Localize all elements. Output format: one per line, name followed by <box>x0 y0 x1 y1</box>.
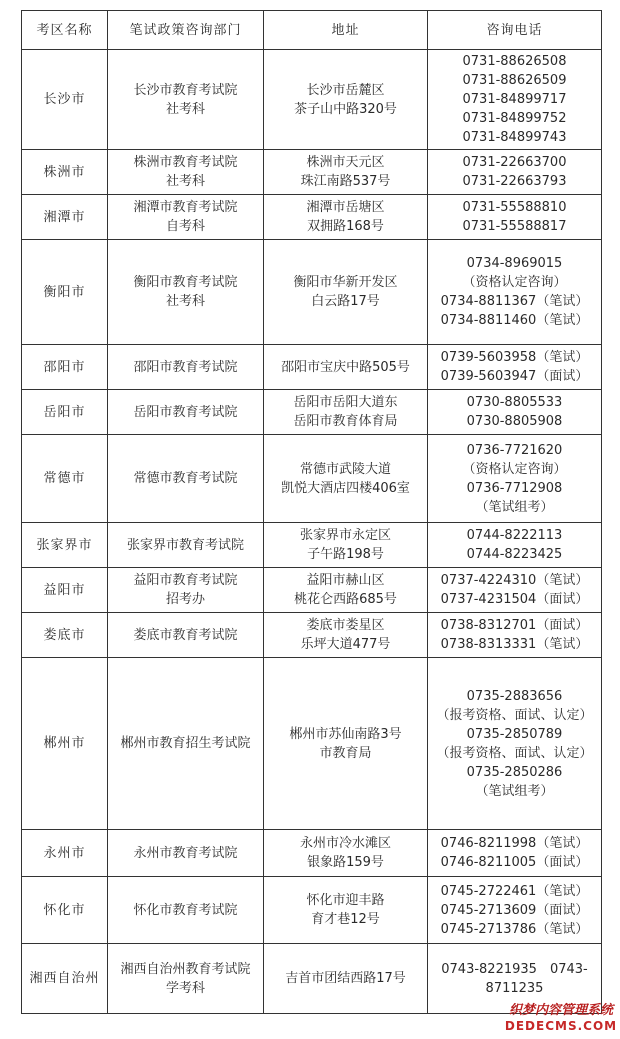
phone-line: 0743-8221935 0743-8711235 <box>441 961 588 996</box>
address-line: 双拥路168号 <box>307 219 384 234</box>
department-line: 岳阳市教育考试院 <box>133 404 238 420</box>
address-line: 白云路17号 <box>311 294 380 309</box>
department-cell <box>108 830 264 877</box>
phone-line: 0731-22663700 <box>462 155 567 170</box>
phone-line: 0731-84899743 <box>462 130 567 145</box>
phone-cell <box>428 390 602 435</box>
address-line: 茶子山中路320号 <box>294 101 397 117</box>
region-cell: 永州市 <box>22 830 108 877</box>
phone-line: 0745-2713786（笔试） <box>440 921 589 937</box>
address-line: 桃花仑西路685号 <box>294 592 397 607</box>
region-cell: 娄底市 <box>22 613 108 658</box>
address-line: 张家界市永定区 <box>299 528 391 543</box>
table-row <box>22 50 602 150</box>
phone-cell <box>428 568 602 613</box>
phone-line: 0736-7721620 <box>466 442 563 458</box>
department-line: 湘潭市教育考试院 <box>133 200 238 215</box>
department-line: 株洲市教育考试院 <box>133 155 238 170</box>
department-cell <box>108 150 264 195</box>
phone-line: 0731-84899752 <box>462 111 567 126</box>
phone-line: 0735-2850789 <box>466 726 563 742</box>
department-line: 社考科 <box>165 174 205 189</box>
region-cell: 常德市 <box>22 435 108 523</box>
phone-cell <box>428 877 602 944</box>
address-line: 乐坪大道477号 <box>300 637 391 652</box>
region-cell: 湘西自治州 <box>22 944 108 1014</box>
department-cell <box>108 877 264 944</box>
department-line: 怀化市教育考试院 <box>133 902 238 918</box>
phone-line: 0731-84899717 <box>462 92 567 107</box>
phone-line: 0734-8969015 <box>466 256 563 271</box>
department-line: 张家界市教育考试院 <box>126 537 244 553</box>
address-line: 市教育局 <box>319 745 372 761</box>
address-line: 珠江南路537号 <box>300 174 391 189</box>
address-line: 郴州市苏仙南路3号 <box>289 726 402 742</box>
phone-line: 0739-5603947（面试） <box>440 369 589 384</box>
phone-cell <box>428 345 602 390</box>
header-department: 笔试政策咨询部门 <box>108 11 264 50</box>
phone-cell <box>428 435 602 523</box>
phone-line: 0730-8805908 <box>466 414 563 429</box>
phone-cell <box>428 50 602 150</box>
address-cell <box>264 944 428 1014</box>
phone-line: 0736-7712908 <box>466 480 563 496</box>
region-cell: 株洲市 <box>22 150 108 195</box>
phone-line: 0731-88626509 <box>462 73 567 88</box>
department-line: 益阳市教育考试院 <box>133 573 238 588</box>
table-row <box>22 195 602 240</box>
phone-cell <box>428 195 602 240</box>
address-line: 育才巷12号 <box>311 912 380 927</box>
table-header-row <box>22 11 602 50</box>
department-cell <box>108 50 264 150</box>
table-row <box>22 568 602 613</box>
address-cell <box>264 435 428 523</box>
phone-cell <box>428 150 602 195</box>
address-cell <box>264 195 428 240</box>
phone-line: （笔试组考） <box>475 783 554 799</box>
phone-line: （资格认定咨询） <box>462 275 567 290</box>
phone-line: 0737-4231504（面试） <box>440 592 589 607</box>
phone-line: 0744-8223425 <box>466 547 563 562</box>
department-cell <box>108 195 264 240</box>
phone-line: 0731-22663793 <box>462 174 567 189</box>
address-line: 益阳市赫山区 <box>306 573 385 588</box>
table-row <box>22 830 602 877</box>
department-line: 娄底市教育考试院 <box>133 627 238 643</box>
department-line: 湘西自治州教育考试院 <box>120 961 251 977</box>
address-cell <box>264 830 428 877</box>
department-cell <box>108 523 264 568</box>
phone-line: 0745-2722461（笔试） <box>440 883 589 899</box>
address-line: 常德市武陵大道 <box>299 461 391 477</box>
address-cell <box>264 150 428 195</box>
table-row <box>22 345 602 390</box>
address-line: 吉首市团结西路17号 <box>285 971 406 986</box>
region-cell: 邵阳市 <box>22 345 108 390</box>
address-cell <box>264 240 428 345</box>
address-line: 娄底市娄星区 <box>306 618 385 633</box>
department-line: 自考科 <box>165 219 205 234</box>
department-line: 招考办 <box>165 592 205 607</box>
header-address: 地址 <box>264 11 428 50</box>
department-line: 永州市教育考试院 <box>133 845 238 861</box>
phone-line: 0731-55588810 <box>462 200 567 215</box>
watermark-line2: DEDECMS.COM <box>504 1019 618 1033</box>
address-cell <box>264 523 428 568</box>
department-cell <box>108 435 264 523</box>
address-line: 永州市冷水滩区 <box>299 836 391 851</box>
department-cell <box>108 568 264 613</box>
department-line: 衡阳市教育考试院 <box>133 275 238 290</box>
address-cell <box>264 877 428 944</box>
phone-line: （报考资格、面试、认定） <box>436 745 593 761</box>
department-cell <box>108 345 264 390</box>
department-line: 社考科 <box>165 294 205 309</box>
phone-line: 0734-8811460（笔试） <box>440 313 589 328</box>
region-cell: 郴州市 <box>22 658 108 830</box>
region-cell: 张家界市 <box>22 523 108 568</box>
region-cell: 衡阳市 <box>22 240 108 345</box>
table-row <box>22 877 602 944</box>
table-row <box>22 390 602 435</box>
region-cell: 长沙市 <box>22 50 108 150</box>
exam-contact-table <box>21 10 602 1014</box>
phone-line: 0738-8313331（笔试） <box>440 637 589 652</box>
address-cell <box>264 50 428 150</box>
phone-line: （笔试组考） <box>475 499 554 515</box>
phone-line: 0730-8805533 <box>466 395 563 410</box>
header-region: 考区名称 <box>22 11 108 50</box>
phone-line: 0746-8211998（笔试） <box>440 836 589 851</box>
address-line: 岳阳市教育体育局 <box>293 414 398 429</box>
phone-cell <box>428 830 602 877</box>
phone-cell <box>428 240 602 345</box>
phone-cell <box>428 613 602 658</box>
address-line: 湘潭市岳塘区 <box>306 200 385 215</box>
address-cell <box>264 390 428 435</box>
table-row <box>22 150 602 195</box>
phone-cell <box>428 523 602 568</box>
address-line: 衡阳市华新开发区 <box>293 275 398 290</box>
address-line: 岳阳市岳阳大道东 <box>293 395 398 410</box>
header-phone: 咨询电话 <box>428 11 602 50</box>
address-cell <box>264 613 428 658</box>
phone-line: 0731-88626508 <box>462 54 567 69</box>
department-cell <box>108 658 264 830</box>
department-line: 邵阳市教育考试院 <box>133 359 238 375</box>
address-line: 凯悦大酒店四楼406室 <box>281 480 410 496</box>
phone-line: （资格认定咨询） <box>462 461 567 477</box>
table-row <box>22 658 602 830</box>
address-line: 株洲市天元区 <box>306 155 385 170</box>
table-row <box>22 240 602 345</box>
watermark-line1: 织梦内容管理系统 <box>508 1003 613 1018</box>
region-cell: 湘潭市 <box>22 195 108 240</box>
phone-line: 0738-8312701（面试） <box>440 618 589 633</box>
phone-line: 0734-8811367（笔试） <box>440 294 589 309</box>
site-watermark <box>504 1002 618 1036</box>
department-line: 社考科 <box>165 101 205 117</box>
department-line: 常德市教育考试院 <box>133 471 238 486</box>
region-cell: 怀化市 <box>22 877 108 944</box>
phone-line: 0744-8222113 <box>466 528 563 543</box>
address-line: 邵阳市宝庆中路505号 <box>281 359 410 375</box>
phone-line: 0731-55588817 <box>462 219 567 234</box>
phone-line: （报考资格、面试、认定） <box>436 707 593 723</box>
department-line: 学考科 <box>165 980 205 996</box>
phone-line: 0745-2713609（面试） <box>440 902 589 918</box>
phone-line: 0735-2850286 <box>466 764 563 780</box>
department-cell <box>108 390 264 435</box>
address-line: 长沙市岳麓区 <box>306 82 385 98</box>
department-cell <box>108 240 264 345</box>
table-row <box>22 523 602 568</box>
region-cell: 益阳市 <box>22 568 108 613</box>
phone-line: 0737-4224310（笔试） <box>440 573 589 588</box>
department-line: 长沙市教育考试院 <box>133 82 238 98</box>
department-cell <box>108 613 264 658</box>
address-line: 子午路198号 <box>307 547 384 562</box>
department-line: 郴州市教育招生考试院 <box>120 736 251 751</box>
region-cell: 岳阳市 <box>22 390 108 435</box>
address-line: 银象路159号 <box>307 855 384 870</box>
address-line: 怀化市迎丰路 <box>306 893 385 908</box>
phone-line: 0746-8211005（面试） <box>440 855 589 870</box>
table-row <box>22 435 602 523</box>
address-cell <box>264 658 428 830</box>
address-cell <box>264 345 428 390</box>
phone-line: 0739-5603958（笔试） <box>440 350 589 365</box>
department-cell <box>108 944 264 1014</box>
table-row <box>22 613 602 658</box>
phone-cell <box>428 658 602 830</box>
phone-line: 0735-2883656 <box>466 688 563 704</box>
address-cell <box>264 568 428 613</box>
